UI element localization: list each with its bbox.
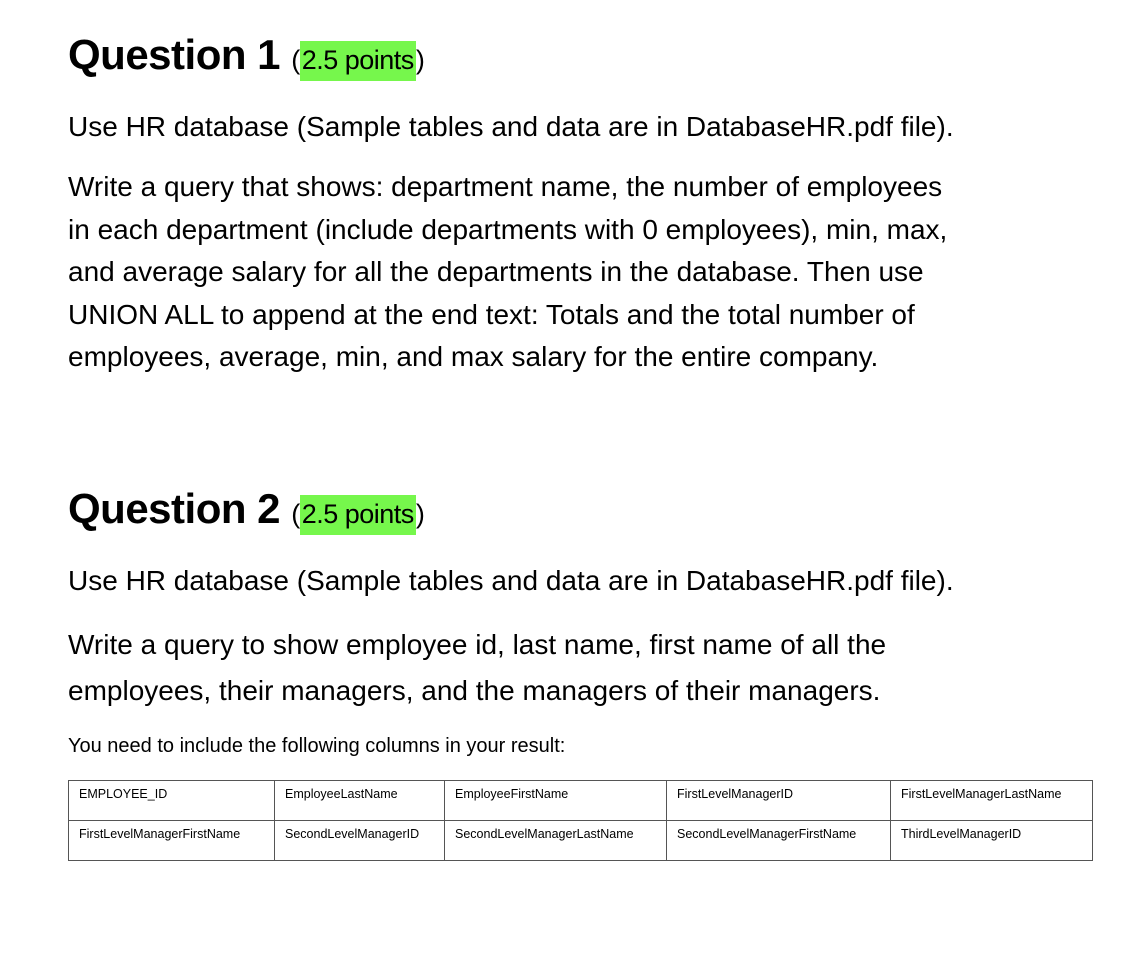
question-2-line: employees, their managers, and the managers of their managers. — [68, 675, 881, 706]
column-name-cell: EmployeeLastName — [275, 781, 445, 821]
question-1-line: UNION ALL to append at the end text: Totals and the total number of — [68, 298, 915, 330]
question-1-points: (2.5 points) — [291, 41, 424, 81]
column-name-cell: EMPLOYEE_ID — [69, 781, 275, 821]
columns-intro: You need to include the following columns in your result: — [68, 735, 566, 757]
column-name-cell: EmployeeFirstName — [445, 781, 667, 821]
column-name-cell: FirstLevelManagerID — [667, 781, 891, 821]
question-1-paragraph-2 — [68, 166, 947, 379]
table-row — [69, 781, 1093, 821]
question-1-line: employees, average, min, and max salary for the entire company. — [68, 341, 879, 372]
required-columns-table — [68, 780, 1093, 861]
question-1-paragraph-1: Use HR database (Sample tables and data are in DatabaseHR.pdf file). — [68, 111, 954, 142]
column-name-cell: FirstLevelManagerLastName — [891, 781, 1093, 821]
table-row — [69, 821, 1093, 861]
question-1-points-highlight: 2.5 points — [300, 41, 416, 81]
column-name-cell: ThirdLevelManagerID — [891, 821, 1093, 861]
question-2-points: (2.5 points) — [291, 495, 424, 535]
question-2-paragraph-2 — [68, 622, 886, 714]
column-name-cell: FirstLevelManagerFirstName — [69, 821, 275, 861]
question-2-title: Question 2 — [68, 485, 281, 532]
question-2-points-highlight: 2.5 points — [300, 495, 416, 535]
question-2-line: Write a query to show employee id, last name, first name of all the — [68, 629, 887, 660]
question-2-paragraph-1: Use HR database (Sample tables and data are in DatabaseHR.pdf file). — [68, 565, 954, 596]
column-name-cell: SecondLevelManagerID — [275, 821, 445, 861]
column-name-cell: SecondLevelManagerFirstName — [667, 821, 891, 861]
question-1-line: in each department (include departments with 0 employees), min, max, — [68, 213, 948, 245]
question-1-line: Write a query that shows: department name, the number of employees — [68, 171, 943, 202]
question-1-line: and average salary for all the departments in the database. Then use — [68, 256, 924, 287]
column-name-cell: SecondLevelManagerLastName — [445, 821, 667, 861]
question-2-heading — [68, 484, 424, 539]
question-1-heading — [68, 30, 424, 85]
question-1-title: Question 1 — [68, 31, 281, 78]
